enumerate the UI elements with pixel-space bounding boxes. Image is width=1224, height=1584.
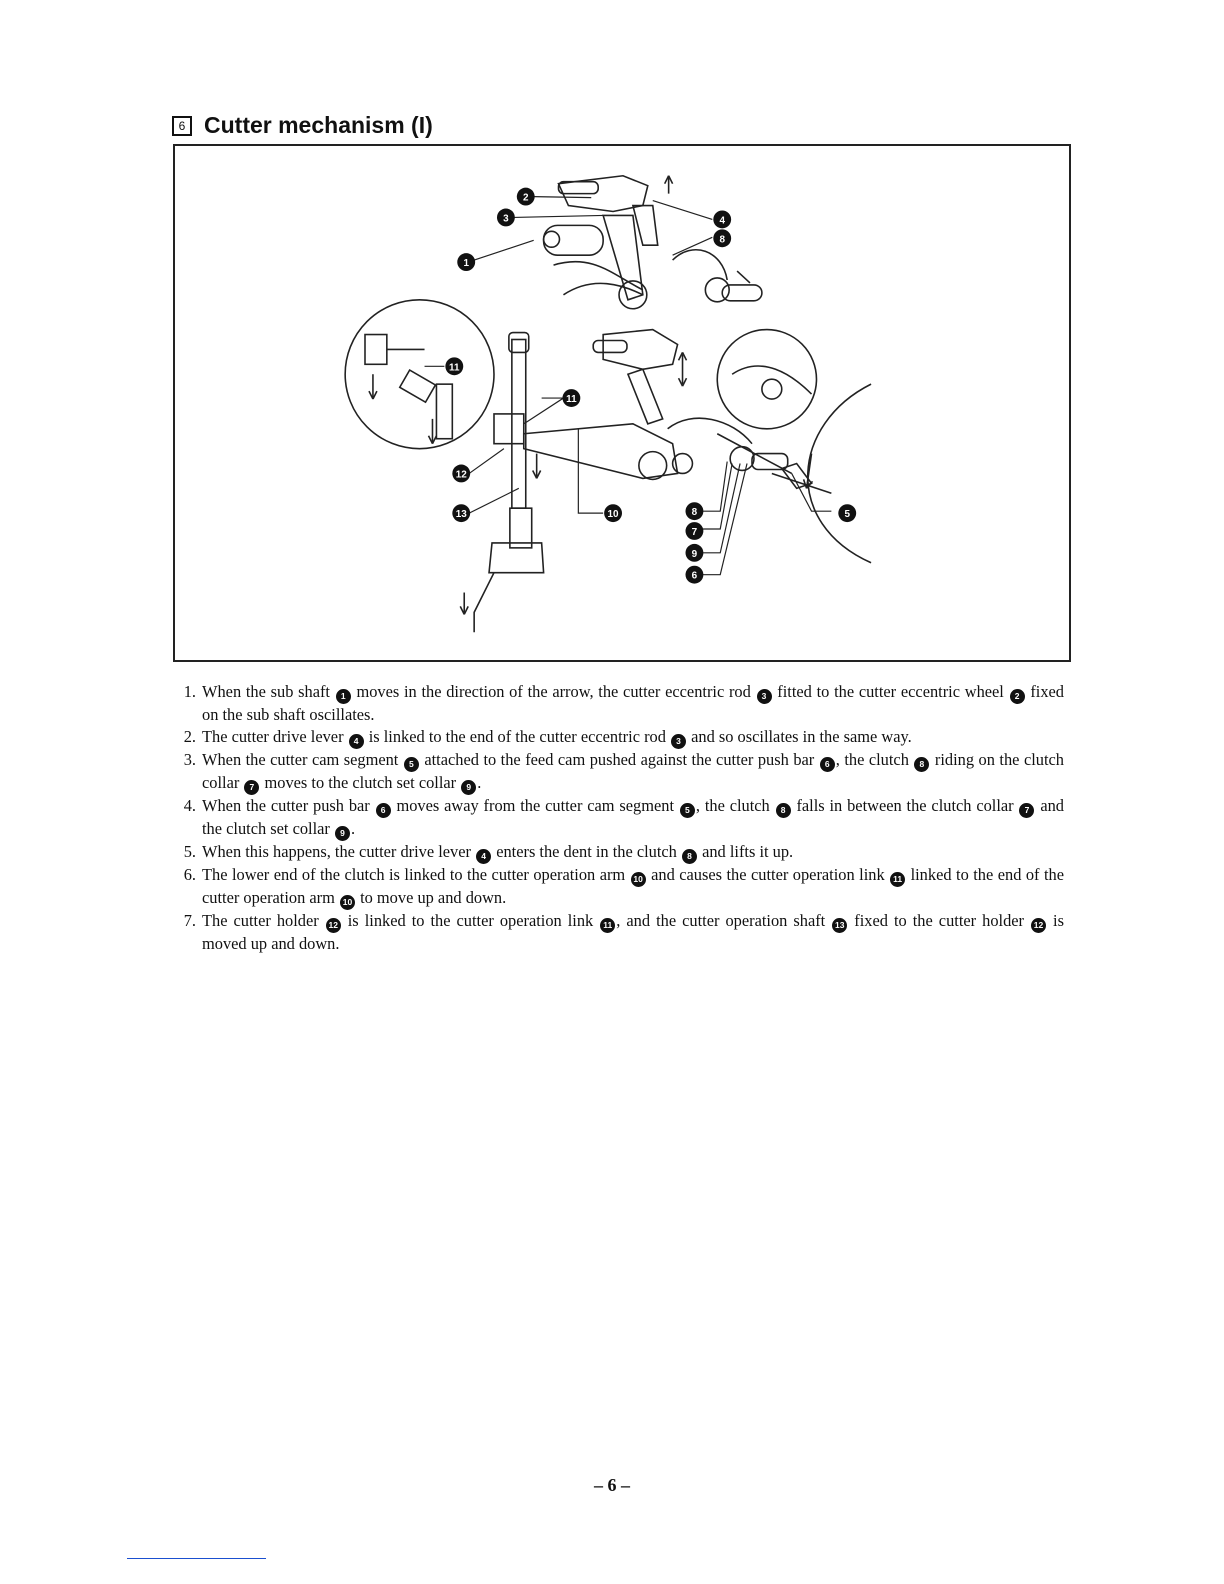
callout-label: 1	[463, 258, 469, 270]
callout-label: 10	[607, 509, 619, 521]
step-number: 3 .	[172, 749, 200, 771]
figure-lines	[345, 176, 871, 632]
step-item	[172, 910, 1069, 955]
step-text: The cutter holder	[202, 911, 325, 930]
part-marker: 10	[340, 895, 355, 910]
step-list	[172, 681, 1069, 955]
section-number-box: 6	[172, 116, 192, 136]
step-text: moves away from the cutter cam segment	[391, 796, 679, 815]
part-marker: 12	[326, 918, 341, 933]
section-title: Cutter mechanism (I)	[204, 112, 433, 138]
step-text: , the clutch	[695, 796, 775, 815]
footnote-rule	[127, 1558, 266, 1559]
step-text: moves to the clutch set collar	[260, 773, 461, 792]
callout-label: 11	[449, 362, 460, 374]
step-text: to move up and down.	[355, 888, 507, 907]
step-item	[172, 795, 1069, 841]
step-text: and the clutch set collar	[202, 796, 1069, 838]
step-text: When the cutter cam segment	[202, 750, 403, 769]
part-marker: 3	[671, 734, 686, 749]
step-text: and so oscillates in the same way.	[687, 727, 912, 746]
part-marker: 2	[1010, 689, 1025, 704]
part-marker: 9	[461, 780, 476, 795]
part-marker: 8	[682, 849, 697, 864]
part-marker: 12	[1031, 918, 1046, 933]
part-marker: 5	[680, 803, 695, 818]
callout-label: 6	[691, 570, 698, 582]
step-text: The lower end of the clutch is linked to the cutter operation arm	[202, 865, 630, 884]
step-number: 2 .	[172, 726, 200, 748]
mechanism-illustration	[175, 146, 1069, 660]
part-marker: 8	[776, 803, 791, 818]
part-marker: 10	[631, 872, 646, 887]
callout-label: 13	[455, 509, 467, 521]
step-text: riding on the clutch collar	[202, 750, 1069, 792]
step-number: 6 .	[172, 864, 200, 886]
step-text: fixed on the sub shaft oscillates.	[202, 682, 1069, 724]
step-number: 4 .	[172, 795, 200, 817]
step-item	[172, 864, 1069, 910]
step-text: When the sub shaft	[202, 682, 335, 701]
callout-label: 9	[691, 548, 698, 560]
step-text: moves in the direction of the arrow, the cutter eccentric rod	[351, 682, 756, 701]
callout-label: 4	[719, 215, 725, 227]
part-marker: 6	[376, 803, 391, 818]
part-marker: 6	[820, 757, 835, 772]
leader-lines	[425, 197, 832, 575]
callout-label: 11	[566, 394, 577, 406]
part-marker: 13	[832, 918, 847, 933]
step-text: , and the cutter operation shaft	[616, 911, 832, 930]
part-marker: 4	[476, 849, 491, 864]
callout-label: 5	[844, 509, 851, 521]
callout-label: 7	[691, 526, 698, 538]
part-marker: 9	[335, 826, 350, 841]
section-heading	[172, 112, 433, 139]
callout-badges	[445, 188, 856, 584]
step-text: linked to the end of the cutter operation arm	[202, 865, 1069, 907]
part-marker: 8	[914, 757, 929, 772]
part-marker: 11	[600, 918, 615, 933]
callout-label: 3	[503, 213, 509, 225]
step-text: , the clutch	[835, 750, 914, 769]
callout-label: 8	[719, 234, 725, 246]
callout-label: 12	[455, 469, 467, 481]
part-marker: 1	[336, 689, 351, 704]
step-text: fixed to the cutter holder	[848, 911, 1031, 930]
step-text: attached to the feed cam pushed against the cutter push bar	[419, 750, 819, 769]
part-marker: 11	[890, 872, 905, 887]
mechanism-figure	[173, 144, 1071, 662]
step-number: 5 .	[172, 841, 200, 863]
part-marker: 7	[1019, 803, 1034, 818]
step-item	[172, 749, 1069, 795]
callout-label: 2	[522, 192, 529, 204]
callout-label: 8	[691, 507, 698, 519]
step-text: The cutter drive lever	[202, 727, 348, 746]
step-item	[172, 681, 1069, 726]
part-marker: 3	[757, 689, 772, 704]
step-text: .	[350, 819, 356, 838]
part-marker: 5	[404, 757, 419, 772]
step-item	[172, 726, 1064, 749]
step-item	[172, 841, 1064, 864]
step-text: is linked to the end of the cutter eccentric rod	[364, 727, 671, 746]
step-text: is linked to the cutter operation link	[341, 911, 600, 930]
step-text: is moved up and down.	[202, 911, 1069, 953]
step-text: falls in between the clutch collar	[791, 796, 1019, 815]
page-number: – 6 –	[594, 1475, 630, 1495]
part-marker: 4	[349, 734, 364, 749]
step-number: 7 .	[172, 910, 200, 932]
part-marker: 7	[244, 780, 259, 795]
step-text: .	[477, 773, 482, 792]
step-number: 1 .	[172, 681, 200, 703]
step-text: and lifts it up.	[697, 842, 794, 861]
step-text: and causes the cutter operation link	[646, 865, 890, 884]
step-text: enters the dent in the clutch	[492, 842, 681, 861]
step-text: fitted to the cutter eccentric wheel	[772, 682, 1009, 701]
step-text: When this happens, the cutter drive lever	[202, 842, 476, 861]
step-text: When the cutter push bar	[202, 796, 375, 815]
